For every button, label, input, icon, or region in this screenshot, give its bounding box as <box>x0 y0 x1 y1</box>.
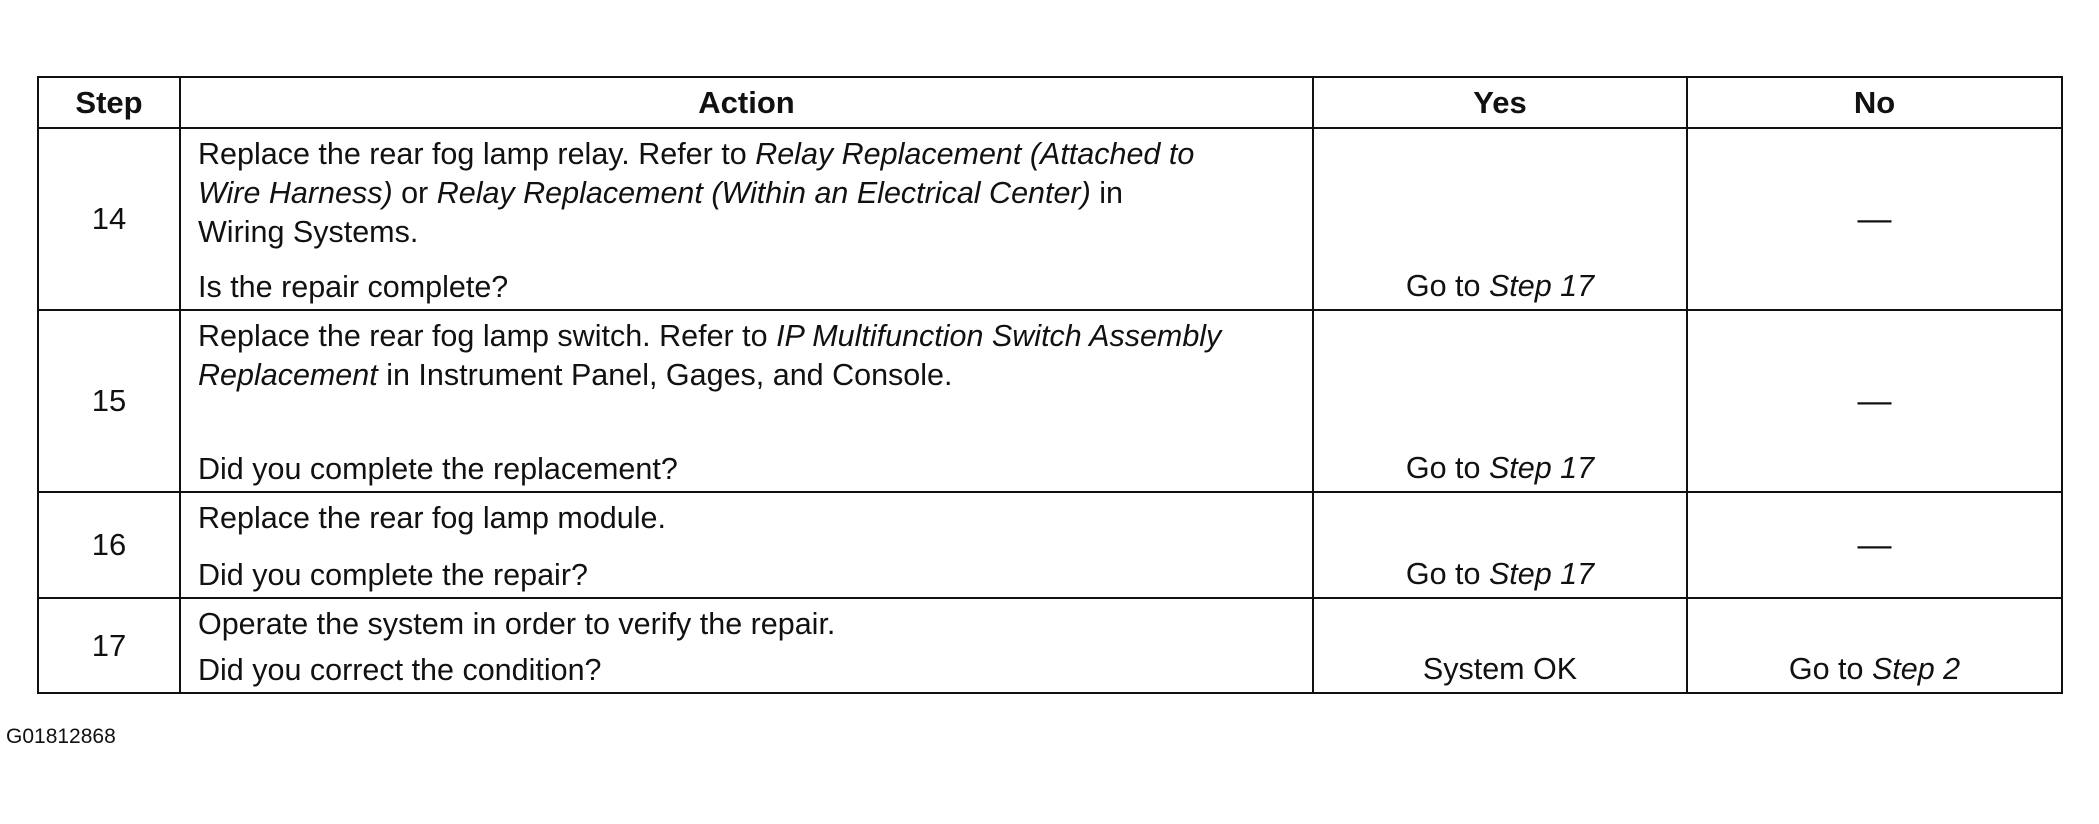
step-number: 17 <box>38 598 180 693</box>
action-text-part: Replace the rear fog lamp switch. Refer to <box>198 319 777 353</box>
diagnostic-table <box>37 76 2063 694</box>
action-text-part: Operate the system in order to verify the repair. <box>198 607 836 641</box>
action-text <box>198 317 1300 395</box>
yes-cell <box>1313 128 1687 310</box>
no-cell <box>1687 128 2062 310</box>
yes-prefix: Go to <box>1405 557 1489 591</box>
action-text <box>198 499 1300 538</box>
action-text-part: Replace the rear fog lamp relay. Refer to <box>198 137 756 171</box>
header-no: No <box>1687 77 2062 128</box>
question-text: Did you complete the repair? <box>198 558 588 592</box>
step-number: 16 <box>38 492 180 598</box>
step-number: 14 <box>38 128 180 310</box>
no-prefix: Go to <box>1788 652 1872 686</box>
header-action: Action <box>180 77 1313 128</box>
question-text: Did you correct the condition? <box>198 653 602 687</box>
table-row <box>38 310 2062 492</box>
action-text-part: in Wiring Systems. <box>198 176 1123 249</box>
action-cell <box>180 128 1313 310</box>
action-cell <box>180 598 1313 693</box>
step-number: 15 <box>38 310 180 492</box>
no-dash: — <box>1857 381 1892 420</box>
procedure-reference: IP Multifunction Switch Assembly Replacement <box>198 319 1222 392</box>
action-text-part: Replace the rear fog lamp module. <box>198 501 666 535</box>
action-text <box>198 135 1208 252</box>
header-step: Step <box>38 77 180 128</box>
no-cell <box>1687 598 2062 693</box>
header-row <box>38 77 2062 128</box>
no-dash: — <box>1857 525 1892 564</box>
header-yes: Yes <box>1313 77 1687 128</box>
figure-id: G01812868 <box>6 725 116 748</box>
action-text-part: in Instrument Panel, Gages, and Console. <box>377 358 953 392</box>
question-text: Did you complete the replacement? <box>198 452 678 486</box>
no-cell <box>1687 310 2062 492</box>
yes-prefix: Go to <box>1405 269 1489 303</box>
step-reference: Step 17 <box>1488 557 1595 591</box>
question-text: Is the repair complete? <box>198 270 509 304</box>
yes-cell <box>1313 310 1687 492</box>
procedure-reference: Relay Replacement (Attached to Wire Harness) <box>198 137 1195 210</box>
step-reference: Step 17 <box>1488 451 1595 485</box>
system-ok-text: System OK <box>1422 652 1578 686</box>
no-cell <box>1687 492 2062 598</box>
table-row <box>38 128 2062 310</box>
no-dash: — <box>1857 199 1892 238</box>
action-text-part: or <box>392 176 437 210</box>
action-cell <box>180 310 1313 492</box>
table-row <box>38 598 2062 693</box>
yes-cell <box>1313 492 1687 598</box>
step-reference: Step 17 <box>1488 269 1595 303</box>
action-cell <box>180 492 1313 598</box>
action-text <box>198 605 1300 644</box>
step-reference: Step 2 <box>1871 652 1961 686</box>
table-row <box>38 492 2062 598</box>
procedure-reference: Relay Replacement (Within an Electrical Center) <box>436 176 1091 210</box>
yes-cell <box>1313 598 1687 693</box>
yes-prefix: Go to <box>1405 451 1489 485</box>
